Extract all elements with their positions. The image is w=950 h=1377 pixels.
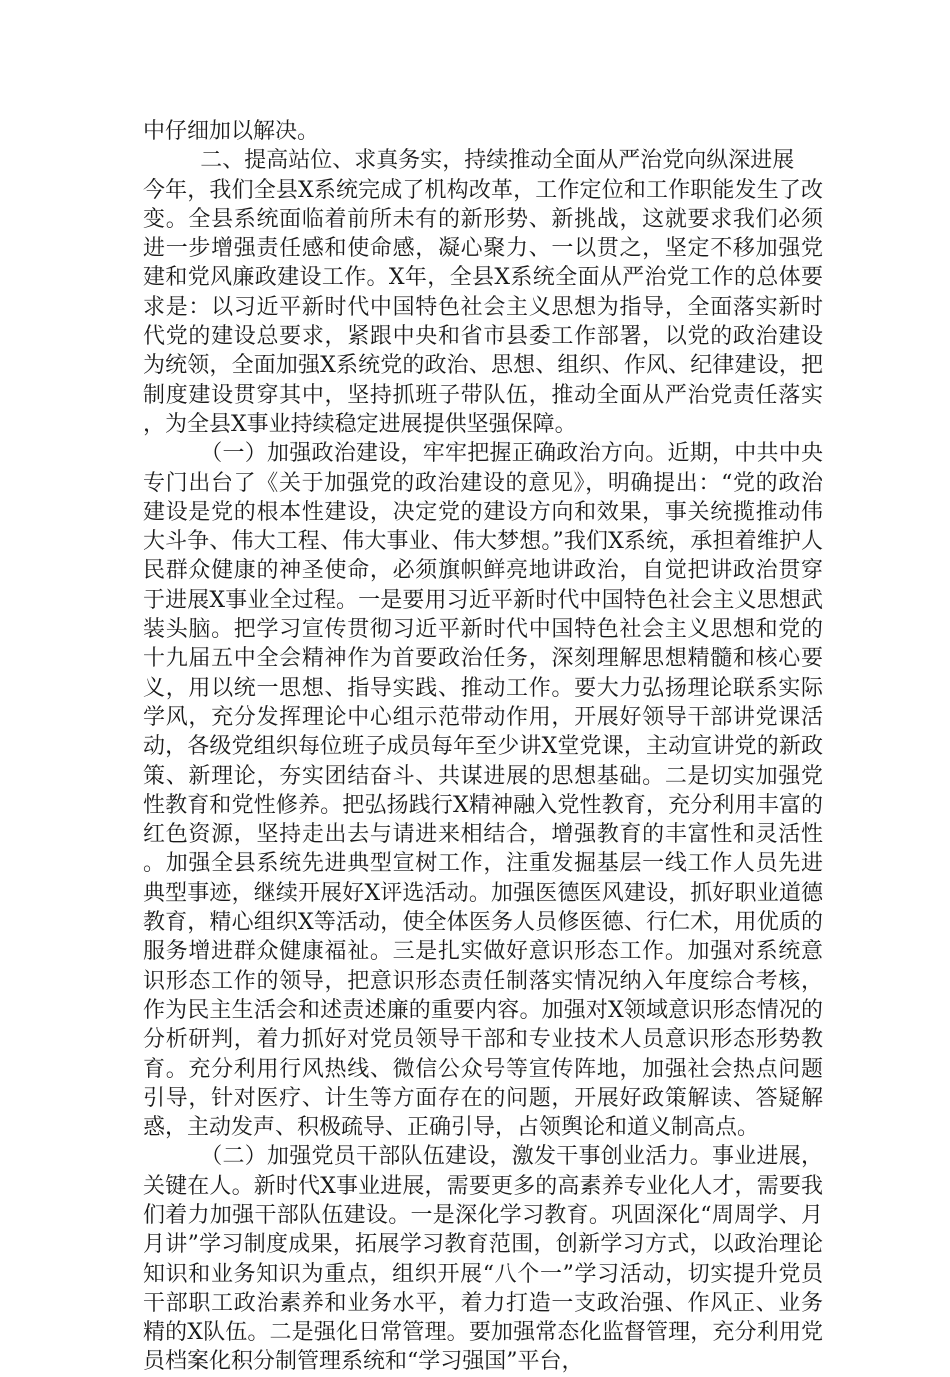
- document-page: [143, 117, 823, 1377]
- paragraph-cadre-team-construction: （二）加强党员干部队伍建设，激发干事创业活力。事业进展，关键在人。新时代X事业进展，需要更多的高素养专业化人才，需要我们着力加强干部队伍建设。一是深化学习教育。巩固深化“周周学、月月讲”学习制度成果，拓展学习教育范围，创新学习方式，以政治理论知识和业务知识为重点，组织开展“八个一”学习活动，切实提升党员干部职工政治素养和业务水平，着力打造一支政治强、作风正、业务精的X队伍。二是强化日常管理。要加强常态化监督管理，充分利用党员档案化积分制管理系统和“学习强国”平台，: [143, 1144, 823, 1375]
- paragraph-overall-requirements: 今年，我们全县X系统完成了机构改革，工作定位和工作职能发生了改变。全县系统面临着前所未有的新形势、新挑战，这就要求我们必须进一步增强责任感和使命感，凝心聚力、一以贯之，坚定不移加强党建和党风廉政建设工作。X年，全县X系统全面从严治党工作的总体要求是：以习近平新时代中国特色社会主义思想为指导，全面落实新时代党的建设总要求，紧跟中央和省市县委工作部署，以党的政治建设为统领，全面加强X系统党的政治、思想、组织、作风、纪律建设，把制度建设贯穿其中，坚持抓班子带队伍，推动全面从严治党责任落实，为全县X事业持续稳定进展提供坚强保障。: [143, 177, 823, 437]
- section-heading-two: 二、提高站位、求真务实，持续推动全面从严治党向纵深进展: [200, 148, 795, 174]
- paragraph-political-construction: （一）加强政治建设，牢牢把握正确政治方向。近期，中共中央专门出台了《关于加强党的政治建设的意见》，明确提出：“党的政治建设是党的根本性建设，决定党的建设方向和效果，事关统揽推动伟大斗争、伟大工程、伟大事业、伟大梦想。”我们X系统，承担着维护人民群众健康的神圣使命，必须旗帜鲜亮地讲政治，自觉把讲政治贯穿于进展X事业全过程。一是要用习近平新时代中国特色社会主义思想武装头脑。把学习宣传贯彻习近平新时代中国特色社会主义思想和党的十九届五中全会精神作为首要政治任务，深刻理解思想精髓和核心要义，用以统一思想、指导实践、推动工作。要大力弘扬理论联系实际学风，充分发挥理论中心组示范带动作用，开展好领导干部讲党课活动，各级党组织每位班子成员每年至少讲X堂党课，主动宣讲党的新政策、新理论，夯实团结奋斗、共谋进展的思想基础。二是切实加强党性教育和党性修养。把弘扬践行X精神融入党性教育，充分利用丰富的红色资源，坚持走出去与请进来相结合，增强教育的丰富性和灵活性。加强全县系统先进典型宣树工作，注重发掘基层一线工作人员先进典型事迹，继续开展好X评选活动。加强医德医风建设，抓好职业道德教育，精心组织X等活动，使全体医务人员修医德、行仁术，用优质的服务增进群众健康福祉。三是扎实做好意识形态工作。加强对系统意识形态工作的领导，把意识形态责任制落实情况纳入年度综合考核，作为民主生活会和述责述廉的重要内容。加强对X领域意识形态情况的分析研判，着力抓好对党员领导干部和专业技术人员意识形态形势教育。充分利用行风热线、微信公众号等宣传阵地，加强社会热点问题引导，针对医疗、计生等方面存在的问题，开展好政策解读、答疑解惑，主动发声、积极疏导、正确引导，占领舆论和道义制高点。: [143, 441, 823, 1141]
- paragraph-continuation: 中仔细加以解决。: [143, 119, 320, 144]
